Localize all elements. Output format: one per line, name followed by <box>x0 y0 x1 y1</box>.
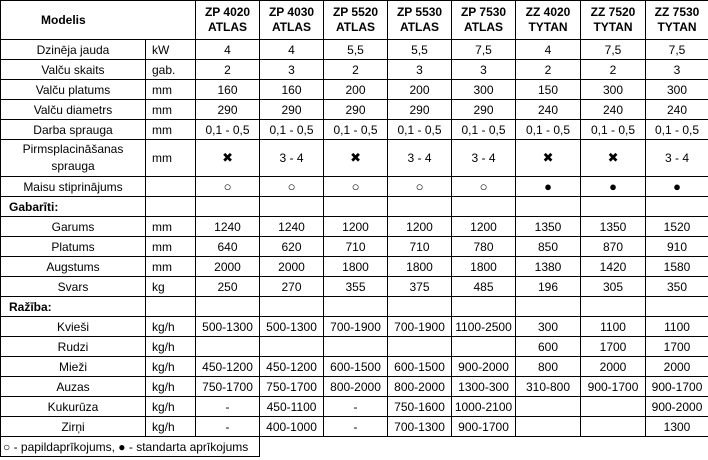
value-cell: 500-1300 <box>196 317 260 337</box>
value-cell: 7,5 <box>646 40 708 60</box>
value-cell: 710 <box>388 237 452 257</box>
value-cell: ● <box>516 177 581 197</box>
value-cell: 290 <box>324 100 388 120</box>
value-cell: 2000 <box>581 357 646 377</box>
empty-cell <box>388 297 452 317</box>
value-cell: 310-800 <box>516 377 581 397</box>
value-cell: 750-1700 <box>260 377 324 397</box>
value-cell: 300 <box>646 80 708 100</box>
spec-row <box>1 337 708 357</box>
value-cell: 2 <box>581 60 646 80</box>
value-cell: 2 <box>516 60 581 80</box>
empty-cell <box>260 297 324 317</box>
model-header: ZP 4030 ATLAS <box>260 1 324 40</box>
value-cell: 3 <box>260 60 324 80</box>
value-cell: - <box>196 397 260 417</box>
value-cell: 2000 <box>260 257 324 277</box>
value-cell: 700-1900 <box>324 317 388 337</box>
spec-row <box>1 277 708 297</box>
value-cell: 1800 <box>324 257 388 277</box>
empty-cell <box>324 297 388 317</box>
row-unit: mm <box>146 80 196 100</box>
value-cell: 7,5 <box>581 40 646 60</box>
section-row <box>1 197 708 217</box>
value-cell: 700-1900 <box>388 317 452 337</box>
row-unit: gab. <box>146 60 196 80</box>
value-cell: 375 <box>388 277 452 297</box>
value-cell: 0,1 - 0,5 <box>646 120 708 140</box>
spec-row <box>1 80 708 100</box>
value-cell: 7,5 <box>452 40 516 60</box>
value-cell: 0,1 - 0,5 <box>260 120 324 140</box>
empty-cell <box>146 197 196 217</box>
value-cell: 600-1500 <box>324 357 388 377</box>
value-cell: 290 <box>260 100 324 120</box>
value-cell: 0,1 - 0,5 <box>196 120 260 140</box>
row-label: Valču diametrs <box>1 100 146 120</box>
empty-cell <box>516 197 581 217</box>
value-cell: 600-1500 <box>388 357 452 377</box>
value-cell <box>516 397 581 417</box>
value-cell <box>324 337 388 357</box>
spec-row <box>1 317 708 337</box>
spec-row <box>1 357 708 377</box>
value-cell: 4 <box>260 40 324 60</box>
value-cell: 450-1200 <box>260 357 324 377</box>
value-cell: 3 <box>646 60 708 80</box>
empty-cell <box>452 197 516 217</box>
value-cell: 450-1200 <box>196 357 260 377</box>
value-cell: 0,1 - 0,5 <box>516 120 581 140</box>
value-cell: 300 <box>581 80 646 100</box>
value-cell: 620 <box>260 237 324 257</box>
footnote: ○ - papildaprīkojums, ● - standarta aprīkojums <box>1 437 260 457</box>
value-cell: ○ <box>260 177 324 197</box>
row-unit <box>146 177 196 197</box>
row-label: Rudzi <box>1 337 146 357</box>
row-unit: kg <box>146 277 196 297</box>
model-header: ZP 4020 ATLAS <box>196 1 260 40</box>
empty-cell <box>388 197 452 217</box>
value-cell: ○ <box>324 177 388 197</box>
section-title: Gabarīti: <box>1 197 146 217</box>
value-cell: ✖ <box>324 140 388 177</box>
row-unit: kg/h <box>146 317 196 337</box>
empty-cell <box>196 297 260 317</box>
value-cell: 0,1 - 0,5 <box>581 120 646 140</box>
value-cell: 700-1300 <box>388 417 452 437</box>
row-label: Auzas <box>1 377 146 397</box>
value-cell: 1380 <box>516 257 581 277</box>
value-cell: 2000 <box>196 257 260 277</box>
value-cell: 1700 <box>646 337 708 357</box>
value-cell <box>388 337 452 357</box>
model-header: ZP 5520 ATLAS <box>324 1 388 40</box>
row-label: Mieži <box>1 357 146 377</box>
spec-row <box>1 140 708 177</box>
value-cell: 850 <box>516 237 581 257</box>
value-cell: 2000 <box>646 357 708 377</box>
header-row <box>1 1 708 40</box>
value-cell: 160 <box>260 80 324 100</box>
value-cell: 3 - 4 <box>260 140 324 177</box>
value-cell: 900-2000 <box>452 357 516 377</box>
row-unit: kg/h <box>146 417 196 437</box>
row-unit: kg/h <box>146 337 196 357</box>
section-title: Ražība: <box>1 297 146 317</box>
spec-row <box>1 237 708 257</box>
value-cell: 290 <box>388 100 452 120</box>
row-label: Kukurūza <box>1 397 146 417</box>
value-cell: 1800 <box>452 257 516 277</box>
value-cell: 600 <box>516 337 581 357</box>
value-cell: 1700 <box>581 337 646 357</box>
empty-cell <box>646 297 708 317</box>
value-cell: 1300-300 <box>452 377 516 397</box>
spec-row <box>1 100 708 120</box>
value-cell: 240 <box>646 100 708 120</box>
value-cell: 290 <box>196 100 260 120</box>
value-cell: - <box>324 417 388 437</box>
row-unit: mm <box>146 257 196 277</box>
value-cell: 290 <box>452 100 516 120</box>
value-cell: 500-1300 <box>260 317 324 337</box>
value-cell: 750-1700 <box>196 377 260 397</box>
row-unit: kg/h <box>146 397 196 417</box>
spec-row <box>1 120 708 140</box>
row-label: Darba sprauga <box>1 120 146 140</box>
value-cell: 1300 <box>646 417 708 437</box>
row-unit: kg/h <box>146 357 196 377</box>
value-cell <box>581 397 646 417</box>
spec-row <box>1 177 708 197</box>
row-label: Valču platums <box>1 80 146 100</box>
spec-row <box>1 417 708 437</box>
empty-cell <box>146 297 196 317</box>
value-cell: ● <box>581 177 646 197</box>
row-label: Platums <box>1 237 146 257</box>
value-cell: 2 <box>196 60 260 80</box>
value-cell: 3 - 4 <box>388 140 452 177</box>
value-cell: 2 <box>324 60 388 80</box>
spec-row <box>1 397 708 417</box>
value-cell: ○ <box>388 177 452 197</box>
value-cell: ○ <box>452 177 516 197</box>
value-cell: 1200 <box>324 217 388 237</box>
empty-cell <box>196 197 260 217</box>
value-cell: 450-1100 <box>260 397 324 417</box>
value-cell: 1350 <box>581 217 646 237</box>
model-header: ZZ 7520 TYTAN <box>581 1 646 40</box>
empty-cell <box>581 297 646 317</box>
value-cell: 1800 <box>388 257 452 277</box>
value-cell: 710 <box>324 237 388 257</box>
value-cell: 1350 <box>516 217 581 237</box>
value-cell: - <box>196 417 260 437</box>
value-cell: 800-2000 <box>388 377 452 397</box>
value-cell: 1420 <box>581 257 646 277</box>
row-unit: mm <box>146 217 196 237</box>
value-cell: 160 <box>196 80 260 100</box>
value-cell: 200 <box>388 80 452 100</box>
empty-cell <box>581 197 646 217</box>
value-cell: 3 <box>388 60 452 80</box>
value-cell: 1240 <box>260 217 324 237</box>
value-cell: 3 - 4 <box>452 140 516 177</box>
value-cell: - <box>324 397 388 417</box>
value-cell: 1200 <box>388 217 452 237</box>
empty-cell <box>516 297 581 317</box>
value-cell: 270 <box>260 277 324 297</box>
value-cell: 4 <box>516 40 581 60</box>
value-cell: ✖ <box>516 140 581 177</box>
value-cell: ✖ <box>196 140 260 177</box>
value-cell: 250 <box>196 277 260 297</box>
spec-row <box>1 60 708 80</box>
model-header: ZZ 4020 TYTAN <box>516 1 581 40</box>
value-cell <box>516 417 581 437</box>
row-label: Maisu stiprinājums <box>1 177 146 197</box>
row-label: Zirņi <box>1 417 146 437</box>
value-cell: 870 <box>581 237 646 257</box>
value-cell: 1100 <box>646 317 708 337</box>
value-cell: 400-1000 <box>260 417 324 437</box>
row-label: Valču skaits <box>1 60 146 80</box>
value-cell <box>260 337 324 357</box>
row-unit: mm <box>146 140 196 177</box>
value-cell: 780 <box>452 237 516 257</box>
spec-row <box>1 257 708 277</box>
value-cell: 300 <box>516 317 581 337</box>
value-cell: 800-2000 <box>324 377 388 397</box>
spec-row <box>1 40 708 60</box>
value-cell: 355 <box>324 277 388 297</box>
row-label: Kvieši <box>1 317 146 337</box>
value-cell: 1100-2500 <box>452 317 516 337</box>
value-cell: 900-1700 <box>581 377 646 397</box>
section-row <box>1 297 708 317</box>
model-header: ZZ 7530 TYTAN <box>646 1 708 40</box>
value-cell <box>581 417 646 437</box>
value-cell: 1000-2100 <box>452 397 516 417</box>
value-cell: 240 <box>516 100 581 120</box>
value-cell: 1100 <box>581 317 646 337</box>
row-unit: mm <box>146 100 196 120</box>
row-label: Garums <box>1 217 146 237</box>
modelis-header: Modelis <box>1 1 196 40</box>
value-cell: 0,1 - 0,5 <box>388 120 452 140</box>
row-unit: mm <box>146 120 196 140</box>
value-cell: ✖ <box>581 140 646 177</box>
value-cell: 750-1600 <box>388 397 452 417</box>
value-cell: 196 <box>516 277 581 297</box>
empty-cell <box>452 297 516 317</box>
empty-cell <box>646 197 708 217</box>
row-label: Dzinēja jauda <box>1 40 146 60</box>
value-cell: 5,5 <box>324 40 388 60</box>
row-label: Svars <box>1 277 146 297</box>
value-cell: 0,1 - 0,5 <box>324 120 388 140</box>
model-header: ZP 5530 ATLAS <box>388 1 452 40</box>
row-unit: kg/h <box>146 377 196 397</box>
value-cell: 0,1 - 0,5 <box>452 120 516 140</box>
footnote-row <box>1 437 708 457</box>
spec-row <box>1 217 708 237</box>
value-cell: 4 <box>196 40 260 60</box>
value-cell: 3 - 4 <box>646 140 708 177</box>
row-unit: kW <box>146 40 196 60</box>
spec-row <box>1 377 708 397</box>
value-cell: 900-1700 <box>646 377 708 397</box>
value-cell <box>452 337 516 357</box>
value-cell: 150 <box>516 80 581 100</box>
value-cell: 305 <box>581 277 646 297</box>
value-cell: 1240 <box>196 217 260 237</box>
empty-cell <box>260 197 324 217</box>
value-cell: 240 <box>581 100 646 120</box>
row-label: Pirmsplacināšanas sprauga <box>1 140 146 177</box>
value-cell: 900-2000 <box>646 397 708 417</box>
value-cell: 350 <box>646 277 708 297</box>
value-cell: 1200 <box>452 217 516 237</box>
value-cell: ○ <box>196 177 260 197</box>
row-unit: mm <box>146 237 196 257</box>
empty-cell <box>324 197 388 217</box>
value-cell: 1580 <box>646 257 708 277</box>
value-cell: 485 <box>452 277 516 297</box>
value-cell: 1520 <box>646 217 708 237</box>
value-cell: 800 <box>516 357 581 377</box>
model-header: ZP 7530 ATLAS <box>452 1 516 40</box>
value-cell: 900-1700 <box>452 417 516 437</box>
value-cell: ● <box>646 177 708 197</box>
value-cell: 5,5 <box>388 40 452 60</box>
value-cell: 3 <box>452 60 516 80</box>
row-label: Augstums <box>1 257 146 277</box>
value-cell: 200 <box>324 80 388 100</box>
value-cell: 910 <box>646 237 708 257</box>
value-cell: 300 <box>452 80 516 100</box>
value-cell: 640 <box>196 237 260 257</box>
value-cell <box>196 337 260 357</box>
